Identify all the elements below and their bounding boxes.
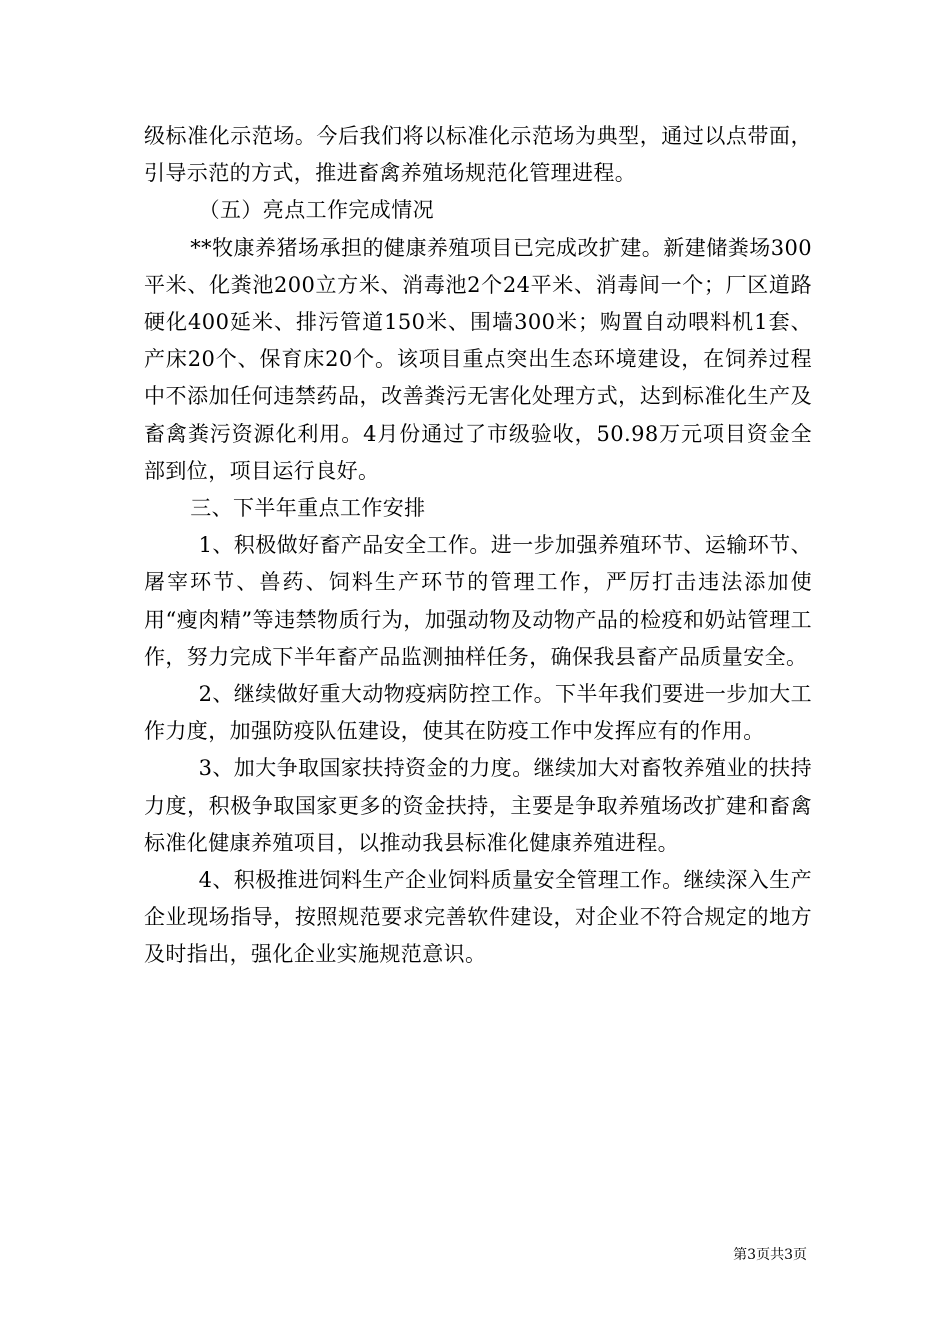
plan-item-3: 3、加大争取国家扶持资金的力度。继续加大对畜牧养殖业的扶持力度，积极争取国家更多的资金扶持，主要是争取养殖场改扩建和畜禽标准化健康养殖项目，以推动我县标准化健康养殖进程。 bbox=[144, 756, 812, 855]
plan-item-4: 4、积极推进饲料生产企业饲料质量安全管理工作。继续深入生产企业现场指导，按照规范要求完善软件建设，对企业不符合规定的地方及时指出，强化企业实施规范意识。 bbox=[144, 868, 812, 967]
section-heading-plan: 三、下半年重点工作安排 bbox=[190, 496, 426, 521]
plan-item-1: 1、积极做好畜产品安全工作。进一步加强养殖环节、运输环节、屠宰环节、兽药、饲料生产环节的管理工作，严厉打击违法添加使用“瘦肉精”等违禁物质行为，加强动物及动物产品的检疫和奶站管理工作，努力完成下半年畜产品监测抽样任务，确保我县畜产品质量安全。 bbox=[144, 533, 812, 669]
page-number: 第3页共3页 bbox=[733, 1247, 807, 1263]
document-body bbox=[144, 118, 812, 974]
paragraph-continuation: 级标准化示范场。今后我们将以标准化示范场为典型，通过以点带面，引导示范的方式，推进畜禽养殖场规范化管理进程。 bbox=[144, 124, 812, 186]
section-heading-highlights: （五）亮点工作完成情况 bbox=[198, 198, 434, 223]
paragraph-highlights: **牧康养猪场承担的健康养殖项目已完成改扩建。新建储粪场300平米、化粪池200立方米、消毒池2个24平米、消毒间一个；厂区道路硬化400延米、排污管道150米、围墙300米；购置自动喂料机1套、产床20个、保育床20个。该项目重点突出生态环境建设，在饲养过程中不添加任何违禁药品，改善粪污无害化处理方式，达到标准化生产及畜禽粪污资源化利用。4月份通过了市级验收，50.98万元项目资金全部到位，项目运行良好。 bbox=[144, 235, 812, 483]
plan-item-2: 2、继续做好重大动物疫病防控工作。下半年我们要进一步加大工作力度，加强防疫队伍建设，使其在防疫工作中发挥应有的作用。 bbox=[144, 682, 812, 744]
